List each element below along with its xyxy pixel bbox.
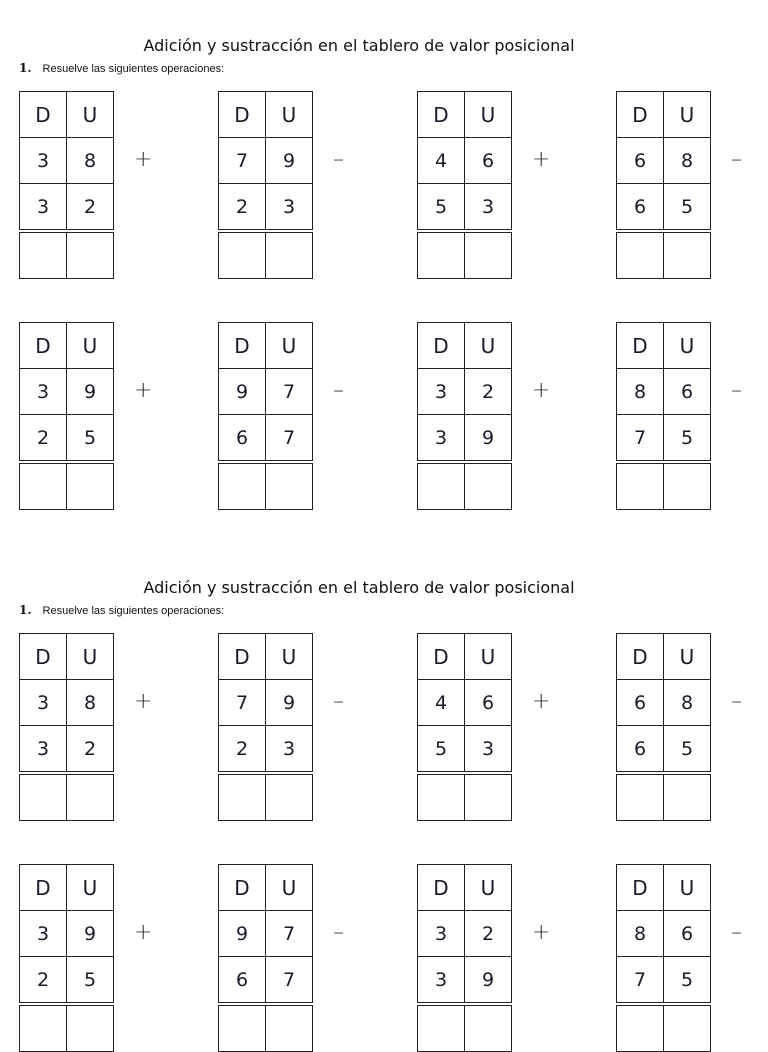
first-number-row bbox=[617, 138, 711, 184]
units-header: U bbox=[465, 323, 512, 369]
place-value-table bbox=[19, 91, 114, 279]
place-value-board bbox=[417, 91, 512, 279]
second-number-row bbox=[219, 957, 313, 1005]
worksheet-title: Adición y sustracción en el tablero de valor posicional bbox=[143, 36, 575, 55]
first-number-row bbox=[20, 369, 114, 415]
answer-row bbox=[617, 1004, 711, 1052]
place-value-table bbox=[616, 322, 711, 510]
tens-digit: 9 bbox=[219, 369, 266, 415]
units-digit: 2 bbox=[465, 911, 512, 957]
answer-tens-cell[interactable] bbox=[20, 1004, 67, 1052]
answer-row bbox=[418, 462, 512, 510]
tens-digit: 2 bbox=[219, 726, 266, 774]
units-digit: 5 bbox=[664, 957, 711, 1005]
header-row bbox=[617, 865, 711, 911]
answer-units-cell[interactable] bbox=[67, 1004, 114, 1052]
first-number-row bbox=[418, 680, 512, 726]
first-number-row bbox=[20, 911, 114, 957]
answer-units-cell[interactable] bbox=[266, 773, 313, 821]
tens-digit: 3 bbox=[20, 911, 67, 957]
units-header: U bbox=[465, 634, 512, 680]
answer-tens-cell[interactable] bbox=[219, 773, 266, 821]
tens-digit: 4 bbox=[418, 138, 465, 184]
units-digit: 9 bbox=[266, 138, 313, 184]
answer-units-cell[interactable] bbox=[465, 773, 512, 821]
units-digit: 5 bbox=[664, 184, 711, 232]
header-row bbox=[617, 92, 711, 138]
tens-digit: 5 bbox=[418, 726, 465, 774]
first-number-row bbox=[418, 911, 512, 957]
answer-row bbox=[20, 231, 114, 279]
answer-row bbox=[418, 773, 512, 821]
tens-digit: 2 bbox=[219, 184, 266, 232]
operator-sign: – bbox=[333, 147, 344, 172]
tens-header: D bbox=[20, 323, 67, 369]
tens-digit: 3 bbox=[418, 415, 465, 463]
units-digit: 5 bbox=[67, 957, 114, 1005]
first-number-row bbox=[617, 680, 711, 726]
tens-digit: 6 bbox=[617, 680, 664, 726]
answer-tens-cell[interactable] bbox=[617, 1004, 664, 1052]
answer-tens-cell[interactable] bbox=[617, 462, 664, 510]
instruction-text: Resuelve las siguientes operaciones: bbox=[42, 63, 225, 75]
units-digit: 2 bbox=[67, 184, 114, 232]
header-row bbox=[219, 92, 313, 138]
place-value-board bbox=[218, 322, 313, 510]
units-digit: 7 bbox=[266, 415, 313, 463]
units-digit: 6 bbox=[465, 680, 512, 726]
tens-digit: 7 bbox=[617, 415, 664, 463]
answer-tens-cell[interactable] bbox=[418, 231, 465, 279]
tens-digit: 9 bbox=[219, 911, 266, 957]
place-value-table bbox=[218, 633, 313, 821]
answer-units-cell[interactable] bbox=[266, 1004, 313, 1052]
answer-row bbox=[20, 773, 114, 821]
first-number-row bbox=[418, 138, 512, 184]
place-value-table bbox=[417, 633, 512, 821]
units-digit: 6 bbox=[664, 911, 711, 957]
units-digit: 5 bbox=[664, 415, 711, 463]
units-digit: 9 bbox=[67, 911, 114, 957]
answer-tens-cell[interactable] bbox=[219, 1004, 266, 1052]
tens-header: D bbox=[418, 323, 465, 369]
place-value-table bbox=[19, 322, 114, 510]
answer-tens-cell[interactable] bbox=[418, 1004, 465, 1052]
place-value-board bbox=[19, 322, 114, 510]
tens-digit: 6 bbox=[219, 415, 266, 463]
place-value-table bbox=[616, 633, 711, 821]
answer-units-cell[interactable] bbox=[67, 462, 114, 510]
answer-row bbox=[219, 1004, 313, 1052]
instruction-line bbox=[19, 61, 224, 75]
units-digit: 8 bbox=[67, 680, 114, 726]
place-value-board bbox=[218, 633, 313, 821]
second-number-row bbox=[219, 726, 313, 774]
operator-sign: + bbox=[134, 147, 153, 172]
tens-digit: 7 bbox=[219, 138, 266, 184]
units-header: U bbox=[266, 865, 313, 911]
operator-sign: – bbox=[731, 147, 742, 172]
tens-header: D bbox=[617, 634, 664, 680]
answer-row bbox=[20, 462, 114, 510]
header-row bbox=[219, 865, 313, 911]
operator-sign: – bbox=[333, 378, 344, 403]
tens-digit: 3 bbox=[20, 369, 67, 415]
answer-tens-cell[interactable] bbox=[20, 231, 67, 279]
tens-digit: 3 bbox=[20, 680, 67, 726]
second-number-row bbox=[20, 415, 114, 463]
answer-units-cell[interactable] bbox=[266, 231, 313, 279]
place-value-table bbox=[616, 91, 711, 279]
units-header: U bbox=[266, 92, 313, 138]
operator-sign: – bbox=[731, 378, 742, 403]
header-row bbox=[20, 865, 114, 911]
place-value-board bbox=[616, 322, 711, 510]
header-row bbox=[617, 323, 711, 369]
place-value-table bbox=[218, 91, 313, 279]
answer-units-cell[interactable] bbox=[465, 462, 512, 510]
second-number-row bbox=[20, 726, 114, 774]
operator-sign: – bbox=[731, 689, 742, 714]
header-row bbox=[617, 634, 711, 680]
answer-row bbox=[617, 231, 711, 279]
header-row bbox=[20, 323, 114, 369]
tens-digit: 2 bbox=[20, 957, 67, 1005]
tens-header: D bbox=[219, 634, 266, 680]
first-number-row bbox=[20, 138, 114, 184]
place-value-table bbox=[417, 322, 512, 510]
tens-digit: 3 bbox=[20, 184, 67, 232]
units-digit: 3 bbox=[465, 726, 512, 774]
tens-digit: 2 bbox=[20, 415, 67, 463]
units-digit: 5 bbox=[67, 415, 114, 463]
header-row bbox=[418, 634, 512, 680]
units-digit: 2 bbox=[465, 369, 512, 415]
header-row bbox=[219, 323, 313, 369]
second-number-row bbox=[418, 415, 512, 463]
tens-digit: 5 bbox=[418, 184, 465, 232]
tens-digit: 6 bbox=[617, 184, 664, 232]
units-digit: 6 bbox=[664, 369, 711, 415]
answer-row bbox=[219, 231, 313, 279]
tens-digit: 3 bbox=[418, 911, 465, 957]
answer-units-cell[interactable] bbox=[664, 773, 711, 821]
answer-row bbox=[418, 1004, 512, 1052]
tens-header: D bbox=[219, 92, 266, 138]
units-digit: 3 bbox=[266, 726, 313, 774]
units-digit: 9 bbox=[266, 680, 313, 726]
question-number: 1. bbox=[19, 603, 32, 617]
answer-units-cell[interactable] bbox=[664, 231, 711, 279]
first-number-row bbox=[219, 911, 313, 957]
place-value-table bbox=[417, 91, 512, 279]
tens-header: D bbox=[20, 634, 67, 680]
tens-header: D bbox=[418, 92, 465, 138]
operator-sign: – bbox=[731, 920, 742, 945]
units-digit: 6 bbox=[465, 138, 512, 184]
tens-header: D bbox=[617, 323, 664, 369]
place-value-board bbox=[417, 322, 512, 510]
second-number-row bbox=[617, 726, 711, 774]
units-header: U bbox=[664, 865, 711, 911]
units-header: U bbox=[664, 323, 711, 369]
second-number-row bbox=[418, 726, 512, 774]
header-row bbox=[418, 92, 512, 138]
answer-row bbox=[617, 773, 711, 821]
header-row bbox=[418, 865, 512, 911]
tens-digit: 8 bbox=[617, 911, 664, 957]
tens-digit: 3 bbox=[20, 138, 67, 184]
second-number-row bbox=[617, 184, 711, 232]
second-number-row bbox=[418, 184, 512, 232]
place-value-board bbox=[616, 633, 711, 821]
tens-digit: 6 bbox=[219, 957, 266, 1005]
answer-tens-cell[interactable] bbox=[617, 773, 664, 821]
place-value-board bbox=[218, 91, 313, 279]
answer-tens-cell[interactable] bbox=[20, 462, 67, 510]
units-digit: 2 bbox=[67, 726, 114, 774]
units-digit: 9 bbox=[67, 369, 114, 415]
header-row bbox=[219, 634, 313, 680]
operator-sign: + bbox=[532, 147, 551, 172]
answer-tens-cell[interactable] bbox=[617, 231, 664, 279]
units-header: U bbox=[664, 634, 711, 680]
units-header: U bbox=[67, 865, 114, 911]
units-digit: 8 bbox=[664, 680, 711, 726]
answer-row bbox=[418, 231, 512, 279]
operator-sign: – bbox=[333, 689, 344, 714]
answer-units-cell[interactable] bbox=[465, 231, 512, 279]
tens-digit: 3 bbox=[418, 369, 465, 415]
place-value-board bbox=[19, 633, 114, 821]
second-number-row bbox=[617, 957, 711, 1005]
units-header: U bbox=[465, 865, 512, 911]
worksheet-title: Adición y sustracción en el tablero de valor posicional bbox=[143, 578, 575, 597]
units-digit: 8 bbox=[664, 138, 711, 184]
units-digit: 8 bbox=[67, 138, 114, 184]
place-value-table bbox=[218, 322, 313, 510]
tens-header: D bbox=[418, 634, 465, 680]
first-number-row bbox=[20, 680, 114, 726]
answer-tens-cell[interactable] bbox=[20, 773, 67, 821]
second-number-row bbox=[20, 184, 114, 232]
answer-row bbox=[20, 1004, 114, 1052]
answer-tens-cell[interactable] bbox=[219, 231, 266, 279]
header-row bbox=[20, 92, 114, 138]
answer-units-cell[interactable] bbox=[664, 462, 711, 510]
operator-sign: – bbox=[333, 920, 344, 945]
units-digit: 7 bbox=[266, 911, 313, 957]
second-number-row bbox=[219, 184, 313, 232]
tens-header: D bbox=[20, 865, 67, 911]
answer-row bbox=[617, 462, 711, 510]
operator-sign: + bbox=[532, 378, 551, 403]
answer-tens-cell[interactable] bbox=[418, 773, 465, 821]
units-digit: 3 bbox=[266, 184, 313, 232]
tens-header: D bbox=[617, 865, 664, 911]
tens-header: D bbox=[20, 92, 67, 138]
tens-digit: 3 bbox=[20, 726, 67, 774]
tens-header: D bbox=[418, 865, 465, 911]
units-digit: 7 bbox=[266, 369, 313, 415]
second-number-row bbox=[418, 957, 512, 1005]
answer-units-cell[interactable] bbox=[67, 773, 114, 821]
second-number-row bbox=[20, 957, 114, 1005]
units-digit: 3 bbox=[465, 184, 512, 232]
tens-digit: 7 bbox=[617, 957, 664, 1005]
units-header: U bbox=[266, 323, 313, 369]
instruction-text: Resuelve las siguientes operaciones: bbox=[42, 605, 225, 617]
second-number-row bbox=[617, 415, 711, 463]
answer-row bbox=[219, 773, 313, 821]
first-number-row bbox=[617, 369, 711, 415]
operator-sign: + bbox=[532, 689, 551, 714]
tens-digit: 8 bbox=[617, 369, 664, 415]
first-number-row bbox=[617, 911, 711, 957]
tens-header: D bbox=[219, 865, 266, 911]
units-digit: 7 bbox=[266, 957, 313, 1005]
tens-header: D bbox=[219, 323, 266, 369]
place-value-board bbox=[19, 91, 114, 279]
header-row bbox=[20, 634, 114, 680]
first-number-row bbox=[418, 369, 512, 415]
answer-units-cell[interactable] bbox=[465, 1004, 512, 1052]
units-digit: 5 bbox=[664, 726, 711, 774]
tens-digit: 4 bbox=[418, 680, 465, 726]
operator-sign: + bbox=[134, 378, 153, 403]
answer-tens-cell[interactable] bbox=[219, 462, 266, 510]
units-header: U bbox=[67, 323, 114, 369]
first-number-row bbox=[219, 369, 313, 415]
tens-digit: 6 bbox=[617, 138, 664, 184]
answer-units-cell[interactable] bbox=[664, 1004, 711, 1052]
operator-sign: + bbox=[134, 689, 153, 714]
answer-units-cell[interactable] bbox=[266, 462, 313, 510]
place-value-table bbox=[19, 633, 114, 821]
tens-digit: 3 bbox=[418, 957, 465, 1005]
tens-digit: 6 bbox=[617, 726, 664, 774]
answer-row bbox=[219, 462, 313, 510]
tens-header: D bbox=[617, 92, 664, 138]
units-header: U bbox=[465, 92, 512, 138]
answer-units-cell[interactable] bbox=[67, 231, 114, 279]
first-number-row bbox=[219, 138, 313, 184]
place-value-board bbox=[616, 91, 711, 279]
operator-sign: + bbox=[134, 920, 153, 945]
units-header: U bbox=[266, 634, 313, 680]
place-value-board bbox=[417, 633, 512, 821]
question-number: 1. bbox=[19, 61, 32, 75]
first-number-row bbox=[219, 680, 313, 726]
header-row bbox=[418, 323, 512, 369]
units-digit: 9 bbox=[465, 415, 512, 463]
tens-digit: 7 bbox=[219, 680, 266, 726]
answer-tens-cell[interactable] bbox=[418, 462, 465, 510]
units-digit: 9 bbox=[465, 957, 512, 1005]
instruction-line bbox=[19, 603, 224, 617]
operator-sign: + bbox=[532, 920, 551, 945]
units-header: U bbox=[664, 92, 711, 138]
units-header: U bbox=[67, 92, 114, 138]
second-number-row bbox=[219, 415, 313, 463]
units-header: U bbox=[67, 634, 114, 680]
